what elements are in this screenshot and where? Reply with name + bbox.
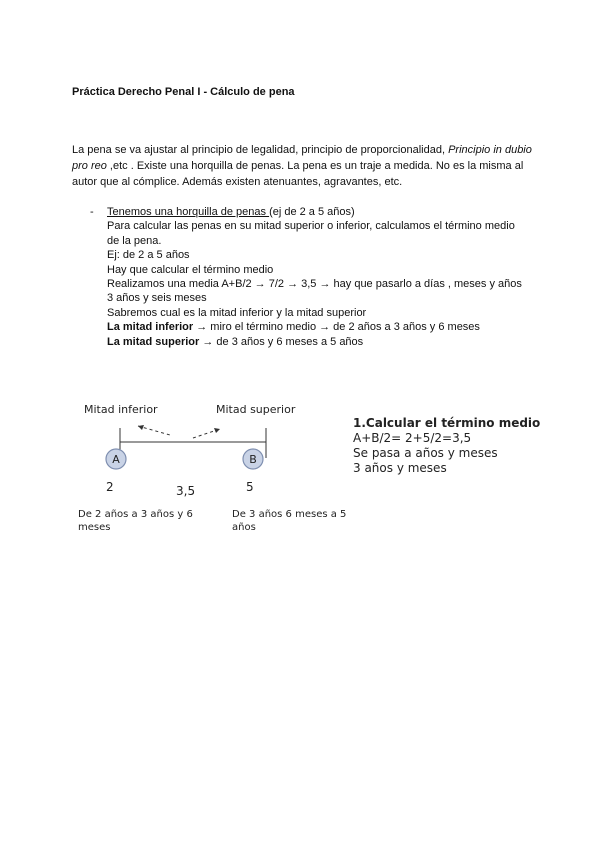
step-line: Se pasa a años y meses bbox=[353, 446, 498, 460]
bullet-line: de la pena. bbox=[107, 234, 162, 247]
mitad-superior-label: La mitad superior bbox=[107, 335, 200, 348]
value-mid: 3,5 bbox=[176, 484, 196, 498]
intro-text-1: La pena se va ajustar al principio de legalidad, principio de proporcionalidad, bbox=[72, 144, 449, 156]
bullet-heading-rest: (ej de 2 a 5 años) bbox=[269, 206, 355, 218]
mitad-inferior-text: → miro el término medio → de 2 años a 3 años y 6 meses bbox=[193, 321, 480, 334]
point-a-label: A bbox=[112, 453, 120, 466]
bullet-content bbox=[107, 205, 547, 349]
range-left-text bbox=[78, 508, 193, 534]
value-a: 2 bbox=[106, 480, 114, 494]
point-b-label: B bbox=[249, 453, 257, 466]
range-left-line: meses bbox=[78, 522, 111, 533]
intro-italic: Principio in dubio pro reo bbox=[72, 144, 532, 172]
bullet-heading bbox=[107, 205, 547, 219]
bullet-line: Realizamos una media A+B/2 → 7/2 → 3,5 → hay que pasarlo a días , meses y años bbox=[107, 278, 522, 291]
intro-paragraph bbox=[72, 142, 532, 190]
range-right-line: años bbox=[232, 522, 256, 533]
bullet-line: Para calcular las penas en su mitad superior o inferior, calculamos el término medio bbox=[107, 220, 515, 233]
bullet-line: 3 años y seis meses bbox=[107, 292, 207, 305]
mitad-inferior-line bbox=[107, 320, 547, 334]
calculation-steps bbox=[353, 416, 540, 476]
bullet-line: Hay que calcular el término medio bbox=[107, 263, 274, 276]
mitad-superior-text: → de 3 años y 6 meses a 5 años bbox=[199, 335, 364, 348]
intro-text-2: ,etc . Existe una horquilla de penas. La pena es un traje a medida. No es la misma al autor que al cómplice. Además existen atenuantes, agravantes, etc. bbox=[72, 160, 524, 188]
range-right-text bbox=[232, 508, 346, 534]
mitad-superior-line bbox=[107, 335, 547, 349]
step-line: 3 años y meses bbox=[353, 461, 447, 475]
bullet-heading-underlined: Tenemos una horquilla de penas bbox=[107, 206, 270, 218]
mitad-inferior-label: La mitad inferior bbox=[107, 321, 194, 334]
range-right-line: De 3 años 6 meses a 5 bbox=[232, 509, 347, 520]
bullet-dash: - bbox=[90, 206, 94, 218]
arrow-right-head-icon bbox=[214, 428, 220, 433]
page-title: Práctica Derecho Penal I - Cálculo de pena bbox=[72, 86, 295, 98]
range-left-line: De 2 años a 3 años y 6 bbox=[78, 509, 193, 520]
bullet-line: Ej: de 2 a 5 años bbox=[107, 249, 190, 262]
step-title: 1.Calcular el término medio bbox=[353, 416, 541, 430]
label-mitad-inferior: Mitad inferior bbox=[84, 403, 158, 416]
value-b: 5 bbox=[246, 480, 254, 494]
step-line: A+B/2= 2+5/2=3,5 bbox=[353, 431, 472, 445]
label-mitad-superior: Mitad superior bbox=[216, 403, 296, 416]
bullet-line: Sabremos cual es la mitad inferior y la mitad superior bbox=[107, 306, 367, 319]
pena-diagram bbox=[70, 398, 600, 548]
